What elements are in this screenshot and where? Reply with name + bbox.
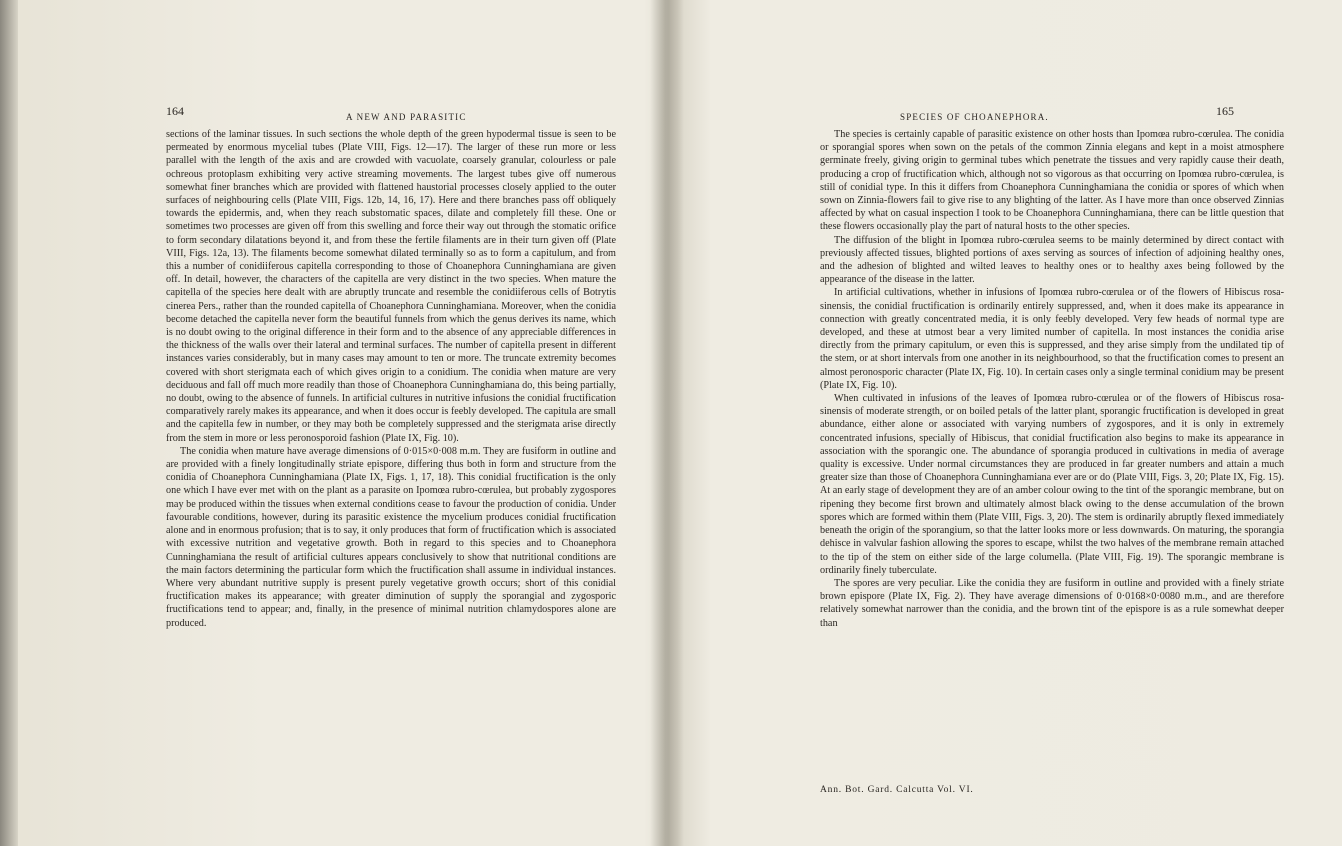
paragraph: In artificial cultivations, whether in infusions of Ipomœa rubro-cœrulea or of the flowers of Hibiscus rosa-sinensis, the conidial fructification is ordinarily entirely suppressed, and, when it does make its appearance in connection with greatly concentrated media, it is only feebly developed. Very few heads of normal type are developed, and these at utmost bear a very limited number of capitella. In most instances the conidia arise directly from the primary capitulum, or even this is suppressed, and they arise simply from the undilated tip of the stem, or at short intervals from one another in its neighbourhood, so that the fructification comes to present an almost peronosporic character (Plate IX, Fig. 10). In certain cases only a single terminal conidium may be present (Plate IX, Fig. 10).	[820, 287, 1284, 391]
left-page	[0, 0, 664, 846]
running-head: A NEW AND PARASITIC	[346, 112, 467, 122]
paragraph: The spores are very peculiar. Like the conidia they are fusiform in outline and provided with a finely striate brown epispore (Plate IX, Fig. 2). They have average dimensions of 0·0168×0·0080 m.m., and are therefore relatively somewhat narrower than the conidia, and the brown tint of the epispore is as a rule somewhat deeper than	[820, 577, 1284, 629]
paragraph: When cultivated in infusions of the leaves of Ipomœa rubro-cœrulea or of the flowers of Hibiscus rosa-sinensis of moderate strength, or on boiled petals of the latter plant, sporangic fructification is developed in great abundance, either alone or associated with varying numbers of zygospores, and it is only in extremely concentrated infusions, specially of Hibiscus, that conidial fructification also begins to make its appearance in association with the sporangic one. The abundance of sporangia produced in cultivations in media of average quality is excessive. Under normal circumstances they are produced in far greater numbers and attain a much greater size than those of Choanephora Cunninghamiana ever are or do (Plate VIII, Figs. 3, 20; Plate IX, Fig. 15). At an early stage of development they are of an amber colour owing to the tint of the sporangic membrane, but on ripening they become first brown and ultimately almost black owing to the dense accumulation of the brown spores which are formed within them (Plate VIII, Figs. 3, 20). The stem is ordinarily abruptly flexed immediately beneath the origin of the sporangium, so that the latter looks more or less downwards. On maturing, the sporangia dehisce in valvular fashion allowing the spores to escape, whilst the two halves of the membrane remain attached to the tip of the stem on either side of the large columella. (Plate VIII, Fig. 19). The sporangic membrane is ordinarily finely tuberculate.	[820, 393, 1284, 576]
page-footer: Ann. Bot. Gard. Calcutta Vol. VI.	[820, 785, 974, 795]
paragraph: sections of the laminar tissues. In such sections the whole depth of the green hypodermal tissue is seen to be permeated by enormous mycelial tubes (Plate VIII, Figs. 12—17). The larger of these run more or less parallel with the length of the axis and are crowded with vacuolate, coarsely granular, colourless or pale ochreous protoplasm exhibiting very active streaming movements. The largest tubes give off numerous somewhat finer branches which are provided with flattened haustorial processes closely applied to the outer surfaces of neighbouring cells (Plate VIII, Figs. 12b, 14, 16, 17). Here and there branches pass off obliquely towards the epidermis, and, when they reach substomatic spaces, dilate and completely fill these. One or sometimes two processes are given off from this swelling and force their way out through the stomatic orifice to form secondary dilatations beyond it, and from these the fertile filaments are in their turn given off (Plate VIII, Figs. 12a, 13). The filaments become somewhat dilated terminally so as to form a capitulum, and from this a number of conidiiferous capitella corresponding to those of Choanephora Cunninghamiana are given off. In detail, however, the characters of the capitella are very distinct in the two species. When mature the capitella of the species here dealt with are abruptly truncate and resemble the conidiiferous cells of Botrytis cinerea Pers., rather than the rounded capitella of Choanephora Cunninghamiana. Moreover, when the conidia become detached the capitella never form the beautiful funnels from which the genus derives its name, which is no doubt owing to the original difference in their form and to the absence of any appreciable differences in the thickness of the walls over their lateral and terminal surfaces. The number of capitella present in different instances varies considerably, but in many cases may amount to ten or more. The truncate extremity becomes covered with short sterigmata each of which gives origin to a conidium. The conidia when mature are very deciduous and fall off much more readily than those of Choanephora Cunninghamiana do, this being partially, no doubt, owing to the absence of funnels. In artificial cultures in nutritive infusions the conidial fructification comparatively rarely makes its appearance, and when it does occur is feebly developed. The capitula are small and the capitella few in number, or they may both be completely suppressed and the sterigmata arise directly from the stem in more or less peronosporoid fashion (Plate IX, Fig. 10).	[166, 129, 616, 444]
page-number: 165	[1216, 104, 1234, 118]
paragraph: The diffusion of the blight in Ipomœa rubro-cœrulea seems to be mainly determined by direct contact with previously affected tissues, blighted portions of axes serving as sources of infection of adjoining healthy ones, and the adhesion of blighted and wilted leaves to healthy ones or to healthy axes being followed by the appearance of the disease in the latter.	[820, 234, 1284, 286]
body-text	[166, 128, 616, 630]
paragraph: The species is certainly capable of parasitic existence on other hosts than Ipomœa rubro-cœrulea. The conidia or sporangial spores when sown on the petals of the common Zinnia elegans and kept in a moist atmosphere germinate freely, giving origin to germinal tubes which penetrate the tissues and very rapidly cause their death, producing a crop of fructification which, although not so vigorous as that occurring on Ipomœa rubro-cœrulea, is still of conidial type. In this it differs from Choanephora Cunninghamiana the conidia or spores of which when sown on Zinnia-flowers fail to give rise to any blighting of the latter. As I have more than once observed Zinnias affected by what on casual inspection I took to be Choanephora Cunninghamiana, there can be little question that these flowers occasionally play the part of natural hosts to the other species.	[820, 129, 1284, 233]
right-page	[672, 0, 1342, 846]
running-head: SPECIES OF CHOANEPHORA.	[900, 112, 1049, 122]
paragraph: The conidia when mature have average dimensions of 0·015×0·008 m.m. They are fusiform in outline and are provided with a finely longitudinally striate epispore, differing thus both in form and structure from the conidia of Choanephora Cunninghamiana (Plate IX, Figs. 1, 17, 18). This conidial fructification is the only one which I have ever met with on the plant as a parasite on Ipomœa rubro-cœrulea, but probably zygospores may be produced within the tissues when external conditions cease to favour the production of conidia. Under favourable conditions, however, during its parasitic existence the mycelium produces conidial fructification alone and in enormous profusion; that is to say, it only produces that form of fructification which is associated with excessive nutrition and vegetative growth. Both in regard to this species and to Choanephora Cunninghamiana the result of artificial cultures appears conclusively to show that nutritional conditions are the main factors determining the particular form which the fructification shall assume in individual instances. Where very abundant nutritive supply is present purely vegetative growth occurs; short of this conidial fructification makes its appearance; with greater diminution of supply the sporangial and zygosporic fructifications tend to appear; and, finally, in the presence of minimal nutrition chlamydospores alone are produced.	[166, 445, 616, 629]
page-number: 164	[166, 104, 184, 118]
body-text	[820, 128, 1284, 630]
